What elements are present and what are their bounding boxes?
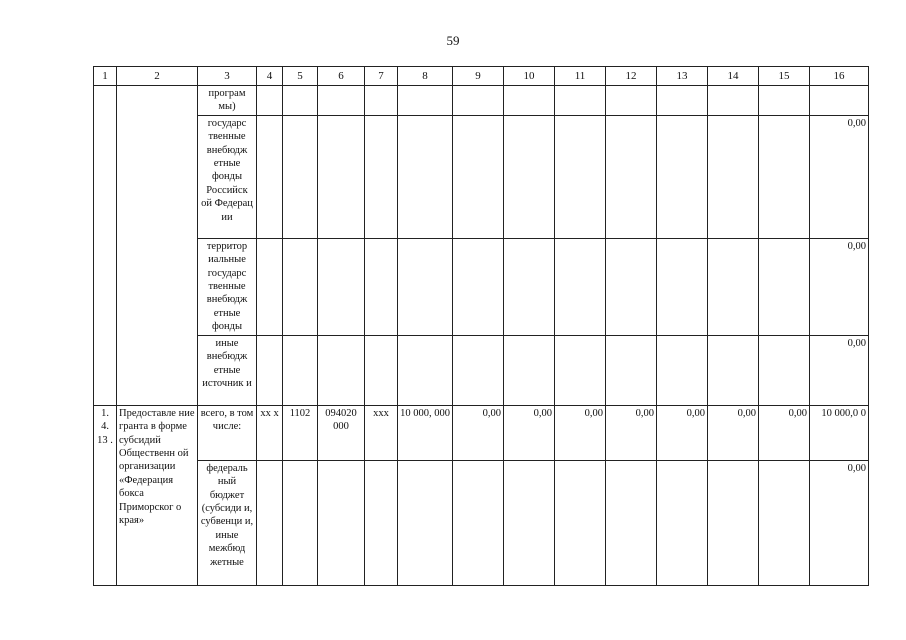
cell-empty	[657, 86, 708, 116]
cell-code-6: 094020 000	[318, 405, 365, 460]
cell-value-10: 0,00	[504, 405, 555, 460]
cell-empty	[453, 115, 504, 238]
header-cell-11: 11	[555, 67, 606, 86]
cell-empty	[759, 335, 810, 405]
cell-empty	[708, 115, 759, 238]
cell-empty	[318, 335, 365, 405]
cell-empty	[657, 335, 708, 405]
cell-empty	[708, 460, 759, 585]
table-row	[94, 335, 869, 405]
cell-empty	[365, 460, 398, 585]
cell-empty	[657, 115, 708, 238]
cell-empty	[398, 335, 453, 405]
cell-empty	[398, 115, 453, 238]
header-cell-1: 1	[94, 67, 117, 86]
cell-funding-source: иные внебюдж етные источник и	[198, 335, 257, 405]
cell-funding-source: федераль ный бюджет (субсиди и, субвенци и, иные межбюд жетные	[198, 460, 257, 585]
table-row	[94, 115, 869, 238]
cell-empty	[708, 335, 759, 405]
cell-empty	[453, 335, 504, 405]
cell-empty	[759, 86, 810, 116]
cell-empty	[257, 238, 283, 335]
cell-empty	[555, 335, 606, 405]
cell-empty	[283, 115, 318, 238]
cell-code-7: ххх	[365, 405, 398, 460]
cell-value-11: 0,00	[555, 405, 606, 460]
header-cell-15: 15	[759, 67, 810, 86]
header-cell-3: 3	[198, 67, 257, 86]
cell-empty	[257, 86, 283, 116]
cell-empty	[555, 460, 606, 585]
cell-total: 0,00	[810, 115, 869, 238]
header-cell-13: 13	[657, 67, 708, 86]
cell-empty	[283, 86, 318, 116]
cell-total: 10 000,0 0	[810, 405, 869, 460]
cell-empty	[283, 335, 318, 405]
cell-code-5: 1102	[283, 405, 318, 460]
cell-empty	[606, 335, 657, 405]
cell-empty	[365, 335, 398, 405]
cell-empty	[555, 115, 606, 238]
cell-empty	[708, 86, 759, 116]
header-cell-4: 4	[257, 67, 283, 86]
cell-empty	[606, 86, 657, 116]
header-cell-9: 9	[453, 67, 504, 86]
cell-empty	[606, 460, 657, 585]
cell-value-9: 0,00	[453, 405, 504, 460]
cell-empty	[759, 238, 810, 335]
cell-value-8: 10 000, 000	[398, 405, 453, 460]
cell-empty	[657, 238, 708, 335]
cell-empty	[398, 238, 453, 335]
cell-total: 0,00	[810, 238, 869, 335]
cell-empty	[453, 460, 504, 585]
table-row	[94, 460, 869, 585]
header-cell-16: 16	[810, 67, 869, 86]
cell-empty	[810, 86, 869, 116]
cell-empty	[283, 460, 318, 585]
cell-empty	[365, 86, 398, 116]
cell-empty	[117, 86, 198, 406]
cell-empty	[318, 238, 365, 335]
cell-empty	[365, 115, 398, 238]
header-cell-2: 2	[117, 67, 198, 86]
header-row	[94, 67, 869, 86]
cell-empty	[555, 86, 606, 116]
cell-empty	[606, 238, 657, 335]
table-row	[94, 405, 869, 460]
header-cell-6: 6	[318, 67, 365, 86]
cell-funding-source: территор иальные государс твенные внебюдж етные фонды	[198, 238, 257, 335]
cell-value-15: 0,00	[759, 405, 810, 460]
cell-empty	[504, 86, 555, 116]
cell-empty	[283, 238, 318, 335]
cell-empty	[94, 86, 117, 406]
cell-empty	[453, 86, 504, 116]
cell-empty	[453, 238, 504, 335]
table-row	[94, 238, 869, 335]
cell-empty	[365, 238, 398, 335]
cell-empty	[759, 115, 810, 238]
cell-code-4: хх х	[257, 405, 283, 460]
cell-funding-source: програм мы)	[198, 86, 257, 116]
cell-empty	[398, 460, 453, 585]
cell-empty	[606, 115, 657, 238]
cell-empty	[504, 335, 555, 405]
cell-empty	[257, 115, 283, 238]
cell-empty	[504, 115, 555, 238]
header-cell-7: 7	[365, 67, 398, 86]
cell-empty	[398, 86, 453, 116]
cell-empty	[257, 335, 283, 405]
cell-item-name: Предоставле ние гранта в форме субсидий Общественн ой организации «Федерация бокса Приморског о края»	[117, 405, 198, 585]
cell-value-12: 0,00	[606, 405, 657, 460]
cell-item-number: 1. 4. 13 .	[94, 405, 117, 585]
header-cell-5: 5	[283, 67, 318, 86]
cell-empty	[504, 460, 555, 585]
header-cell-8: 8	[398, 67, 453, 86]
header-cell-14: 14	[708, 67, 759, 86]
cell-total: 0,00	[810, 335, 869, 405]
cell-empty	[657, 460, 708, 585]
cell-funding-source: государс твенные внебюдж етные фонды Российск ой Федерац ии	[198, 115, 257, 238]
header-cell-12: 12	[606, 67, 657, 86]
cell-empty	[318, 115, 365, 238]
cell-total: 0,00	[810, 460, 869, 585]
cell-empty	[318, 460, 365, 585]
cell-value-14: 0,00	[708, 405, 759, 460]
budget-table	[93, 66, 869, 586]
cell-empty	[318, 86, 365, 116]
cell-empty	[257, 460, 283, 585]
cell-value-13: 0,00	[657, 405, 708, 460]
cell-empty	[504, 238, 555, 335]
page-number: 59	[446, 33, 460, 48]
header-cell-10: 10	[504, 67, 555, 86]
cell-funding-source: всего, в том числе:	[198, 405, 257, 460]
cell-empty	[759, 460, 810, 585]
table-row	[94, 86, 869, 116]
cell-empty	[708, 238, 759, 335]
cell-empty	[555, 238, 606, 335]
